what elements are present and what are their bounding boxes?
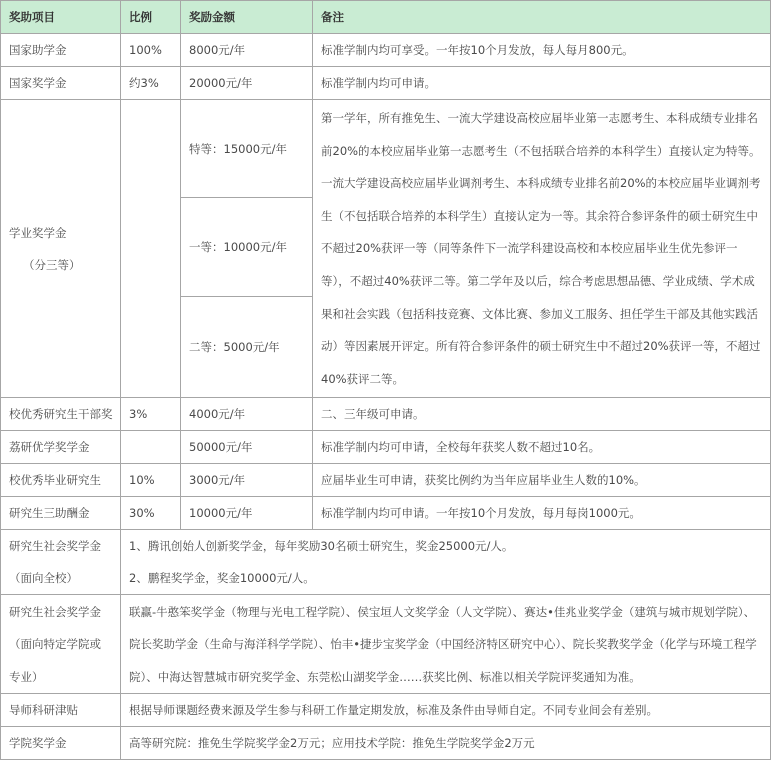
note-cell: 标准学制内均可享受。一年按10个月发放，每人每月800元。 <box>313 34 771 67</box>
ratio-cell: 100% <box>121 34 181 67</box>
item-subtitle: （分三等） <box>23 257 81 272</box>
note-line: 2、鹏程奖学金，奖金10000元/人。 <box>129 571 315 586</box>
item-cell <box>1 100 121 398</box>
note-cell: 二、三年级可申请。 <box>313 398 771 431</box>
item-cell <box>1 530 121 595</box>
table-row <box>1 497 771 530</box>
amount-cell: 8000元/年 <box>181 34 313 67</box>
header-item: 奖助项目 <box>1 1 121 34</box>
amount-tier-cell: 一等：10000元/年 <box>181 198 313 296</box>
amount-cell: 20000元/年 <box>181 67 313 100</box>
amount-cell: 3000元/年 <box>181 464 313 497</box>
amount-cell: 4000元/年 <box>181 398 313 431</box>
note-cell: 第一学年，所有推免生、一流大学建设高校应届毕业第一志愿考生、本科成绩专业排名前20%的本校应届毕业第一志愿考生（不包括联合培养的本科学生）直接认定为特等。一流大学建设高校应届毕业调剂考生、本科成绩专业排名前20%的本校应届毕业调剂考生（不包括联合培养的本科学生）直接认定为一等。其余符合参评条件的硕士研究生中不超过20%获评一等（同等条件下一流学科建设高校和本校应届毕业生优先参评一等），不超过40%获评二等。第二学年及以后，综合考虑思想品德、学业成绩、学术成果和社会实践（包括科技竞赛、文体比赛、参加义工服务、担任学生干部及其他实践活动）等因素展开评定。所有符合参评条件的硕士研究生中不超过20%获评一等，不超过40%获评二等。 <box>313 100 771 398</box>
item-subtitle: （面向特定学院或专业） <box>9 637 101 684</box>
table-row <box>1 727 771 760</box>
table-row <box>1 431 771 464</box>
note-cell: 根据导师课题经费来源及学生参与科研工作量定期发放，标准及条件由导师自定。不同专业间会有差别。 <box>121 694 771 727</box>
item-cell: 国家奖学金 <box>1 67 121 100</box>
header-amount: 奖励金额 <box>181 1 313 34</box>
note-cell: 标准学制内均可申请，全校每年获奖人数不超过10名。 <box>313 431 771 464</box>
amount-cell: 10000元/年 <box>181 497 313 530</box>
item-cell: 国家助学金 <box>1 34 121 67</box>
item-cell <box>1 595 121 694</box>
ratio-cell: 约3% <box>121 67 181 100</box>
item-cell: 荔研优学奖学金 <box>1 431 121 464</box>
item-title: 学业奖学金 <box>9 225 67 240</box>
header-ratio: 比例 <box>121 1 181 34</box>
item-subtitle: （面向全校） <box>9 571 78 586</box>
table-row <box>1 464 771 497</box>
table-header-row <box>1 1 771 34</box>
note-cell: 高等研究院：推免生学院奖学金2万元；应用技术学院：推免生学院奖学金2万元 <box>121 727 771 760</box>
item-cell: 校优秀毕业研究生 <box>1 464 121 497</box>
item-title: 研究生社会奖学金 <box>9 539 101 554</box>
table-row <box>1 595 771 694</box>
header-note: 备注 <box>313 1 771 34</box>
note-cell: 应届毕业生可申请，获奖比例约为当年应届毕业生人数的10%。 <box>313 464 771 497</box>
item-cell: 学院奖学金 <box>1 727 121 760</box>
amount-tier-cell: 特等：15000元/年 <box>181 100 313 198</box>
table-row <box>1 694 771 727</box>
item-cell: 校优秀研究生干部奖 <box>1 398 121 431</box>
item-cell: 导师科研津贴 <box>1 694 121 727</box>
item-cell: 研究生三助酬金 <box>1 497 121 530</box>
note-cell: 标准学制内均可申请。一年按10个月发放，每月每岗1000元。 <box>313 497 771 530</box>
note-cell: 标准学制内均可申请。 <box>313 67 771 100</box>
ratio-cell: 10% <box>121 464 181 497</box>
note-cell <box>121 530 771 595</box>
amount-cell: 50000元/年 <box>181 431 313 464</box>
ratio-cell <box>121 100 181 398</box>
ratio-cell <box>121 431 181 464</box>
ratio-cell: 3% <box>121 398 181 431</box>
amount-tier-cell: 二等：5000元/年 <box>181 296 313 398</box>
ratio-cell: 30% <box>121 497 181 530</box>
note-line: 1、腾讯创始人创新奖学金，每年奖励30名硕士研究生，奖金25000元/人。 <box>129 539 514 554</box>
table-row <box>1 530 771 595</box>
note-cell: 联赢-牛憨笨奖学金（物理与光电工程学院）、侯宝垣人文奖学金（人文学院）、赛达•佳兆业奖学金（建筑与城市规划学院）、院长奖助学金（生命与海洋科学学院）、怡丰•捷步宝奖学金（中国经济特区研究中心）、院长奖教奖学金（化学与环境工程学院）、中海达智慧城市研究奖学金、东莞松山湖奖学金……获奖比例、标准以相关学院评奖通知为准。 <box>121 595 771 694</box>
table-row <box>1 34 771 67</box>
table-row <box>1 67 771 100</box>
table-row <box>1 398 771 431</box>
table-row <box>1 100 771 198</box>
item-title: 研究生社会奖学金 <box>9 604 101 619</box>
